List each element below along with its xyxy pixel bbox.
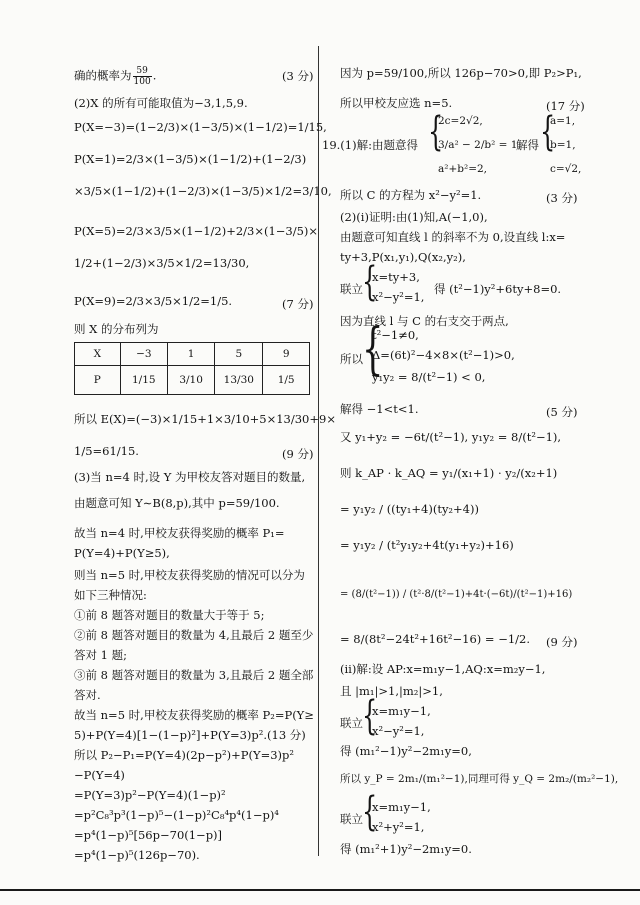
table-cell: 1: [167, 343, 214, 366]
text-line: 所以 C 的方程为 x²−y²=1.: [340, 188, 482, 202]
text-line: (ⅱ)解:设 AP:x=m₁y−1,AQ:x=m₂y−1,: [340, 662, 546, 676]
score-mark: (3 分): [282, 69, 314, 83]
text-line: 得 (t²−1)y²+6ty+8=0.: [434, 282, 562, 296]
text-line: 因为 p=59/100,所以 126p−70>0,即 P₂>P₁,: [340, 66, 582, 80]
text-line: 如下三种情况:: [74, 588, 147, 602]
brace-symbol: {: [362, 317, 384, 382]
equation-line: 得 (m₁²−1)y²−2m₁y=0,: [340, 744, 472, 758]
equation-line: 得 (m₁²+1)y²−2m₁y=0.: [340, 842, 472, 856]
system-equation: b=1,: [550, 139, 576, 151]
score-mark: (5 分): [546, 405, 578, 419]
text-line: 且 |m₁|>1,|m₂|>1,: [340, 684, 443, 698]
table-cell: −3: [120, 343, 167, 366]
equation-line: = (8/(t²−1)) / (t²·8/(t²−1)+4t·(−6t)/(t²−1)+16): [340, 589, 573, 600]
text-line: 联立: [340, 812, 363, 826]
system-equation: Δ=(6t)²−4×8×(t²−1)>0,: [372, 348, 515, 362]
text-line: 解得 −1<t<1.: [340, 402, 419, 416]
equation-line: 所以 y_P = 2m₁/(m₁²−1),同理可得 y_Q = 2m₂/(m₂²−1),: [340, 773, 619, 785]
equation-line: 5)+P(Y=4)[1−(1−p)²]+P(Y=3)p².(13 分): [74, 728, 306, 742]
brace-symbol: {: [540, 109, 556, 155]
text-line: P(Y=4)+P(Y≥5),: [74, 546, 170, 560]
system-equation: a=1,: [550, 115, 576, 127]
system-equation: x=m₁y−1,: [372, 704, 431, 718]
equation-line: = 8/(8t²−24t²+16t²−16) = −1/2.: [340, 632, 531, 646]
text-line: 由题意可知直线 l 的斜率不为 0,设直线 l:x=: [340, 230, 566, 244]
text-line: 答对.: [74, 688, 101, 702]
system-equation: 2c=2√2,: [438, 115, 483, 127]
text-line: 则 X 的分布列为: [74, 322, 159, 336]
table-row: [75, 366, 310, 395]
equation-line: =p⁴(1−p)⁵(126p−70).: [74, 848, 200, 862]
system-equation: x=m₁y−1,: [372, 800, 431, 814]
score-mark: (9 分): [546, 635, 578, 649]
equation-line: 则 k_AP · k_AQ = y₁/(x₁+1) · y₂/(x₂+1): [340, 466, 558, 480]
equation-line: = y₁y₂ / (t²y₁y₂+4t(y₁+y₂)+16): [340, 538, 514, 552]
equation-line: 1/5=61/15.: [74, 444, 139, 458]
text-line: 联立: [340, 716, 363, 730]
system-equation: x²−y²=1,: [372, 290, 425, 304]
brace-symbol: {: [362, 693, 378, 739]
text-line: 答对 1 题;: [74, 648, 128, 662]
equation-line: = y₁y₂ / ((ty₁+4)(ty₂+4)): [340, 502, 479, 516]
equation-line: 所以 P₂−P₁=P(Y=4)(2p−p²)+P(Y=3)p²: [74, 748, 294, 762]
equation-line: P(X=1)=2/3×(1−3/5)×(1−1/2)+(1−2/3): [74, 152, 307, 166]
table-cell: P: [75, 366, 121, 395]
equation-line: 又 y₁+y₂ = −6t/(t²−1), y₁y₂ = 8/(t²−1),: [340, 430, 562, 444]
text-line: ②前 8 题答对题目的数量为 4,且最后 2 题至少: [74, 628, 314, 642]
column-divider: [318, 46, 319, 856]
text-line: 故当 n=5 时,甲校友获得奖励的概率 P₂=P(Y≥: [74, 708, 314, 722]
table-cell: 13/30: [215, 366, 263, 395]
text-line: 故当 n=4 时,甲校友获得奖励的概率 P₁=: [74, 526, 285, 540]
table-cell: 1/15: [120, 366, 167, 395]
system-equation: x²−y²=1,: [372, 724, 425, 738]
system-equation: c=√2,: [550, 163, 582, 175]
text-line: (2)(ⅰ)证明:由(1)知,A(−1,0),: [340, 210, 488, 224]
score-mark: (17 分): [546, 99, 585, 113]
table-cell: 1/5: [263, 366, 310, 395]
problem-heading: 19.(1)解:由题意得: [322, 138, 418, 152]
equation-line: P(X=−3)=(1−2/3)×(1−3/5)×(1−1/2)=1/15,: [74, 120, 327, 134]
equation-line: =p⁴(1−p)⁵[56p−70(1−p)]: [74, 828, 223, 842]
score-mark: (9 分): [282, 447, 314, 461]
text-line: 联立: [340, 282, 363, 296]
page-bottom-rule: [0, 889, 640, 891]
equation-line: =P(Y=3)p²−P(Y=4)(1−p)²: [74, 788, 226, 802]
table-cell: 3/10: [167, 366, 214, 395]
system-equation: x=ty+3,: [372, 270, 420, 284]
brace-symbol: {: [428, 109, 444, 155]
equation-line: ×3/5×(1−1/2)+(1−2/3)×(1−3/5)×1/2=3/10,: [74, 184, 332, 198]
text-line: 因为直线 l 与 C 的右支交于两点,: [340, 314, 509, 328]
equation-line: =p²C₈³p³(1−p)⁵−(1−p)²C₈⁴p⁴(1−p)⁴: [74, 808, 279, 822]
equation-line: −P(Y=4): [74, 768, 125, 782]
equation-line: P(X=5)=2/3×3/5×(1−1/2)+2/3×(1−3/5)×: [74, 224, 319, 238]
table-row: [75, 343, 310, 366]
table-cell: 5: [215, 343, 263, 366]
text-line: 所以甲校友应选 n=5.: [340, 96, 453, 110]
system-equation: x²+y²=1,: [372, 820, 425, 834]
score-mark: (3 分): [546, 191, 578, 205]
table-cell: X: [75, 343, 121, 366]
text-line: 则当 n=5 时,甲校友获得奖励的情况可以分为: [74, 568, 305, 582]
system-equation: y₁y₂ = 8/(t²−1) < 0,: [372, 370, 486, 384]
text-line: ty+3,P(x₁,y₁),Q(x₂,y₂),: [340, 250, 466, 264]
text-line: 确的概率为 $\frac{59}{100}$ .: [74, 66, 157, 87]
distribution-table: [74, 342, 310, 395]
equation-line: P(X=9)=2/3×3/5×1/2=1/5.: [74, 294, 233, 308]
table-cell: 9: [263, 343, 310, 366]
equation-line: 1/2+(1−2/3)×3/5×1/2=13/30,: [74, 256, 250, 270]
text-line: ①前 8 题答对题目的数量大于等于 5;: [74, 608, 265, 622]
text-line: (3)当 n=4 时,设 Y 为甲校友答对题目的数量,: [74, 470, 306, 484]
system-equation: a²+b²=2,: [438, 163, 488, 175]
system-equation: t²−1≠0,: [372, 328, 419, 342]
text-line: 所以: [340, 352, 363, 366]
brace-symbol: {: [362, 789, 378, 835]
equation-line: 所以 E(X)=(−3)×1/15+1×3/10+5×13/30+9×: [74, 412, 336, 426]
system-equation: 3/a² − 2/b² = 1,: [438, 139, 521, 151]
text-line: (2)X 的所有可能取值为−3,1,5,9.: [74, 96, 248, 110]
text-line: ③前 8 题答对题目的数量为 3,且最后 2 题全部: [74, 668, 314, 682]
text-line: 解得: [516, 138, 539, 152]
score-mark: (7 分): [282, 297, 314, 311]
text-line: 由题意可知 Y∼B(8,p),其中 p=59/100.: [74, 496, 280, 510]
brace-symbol: {: [362, 259, 378, 305]
